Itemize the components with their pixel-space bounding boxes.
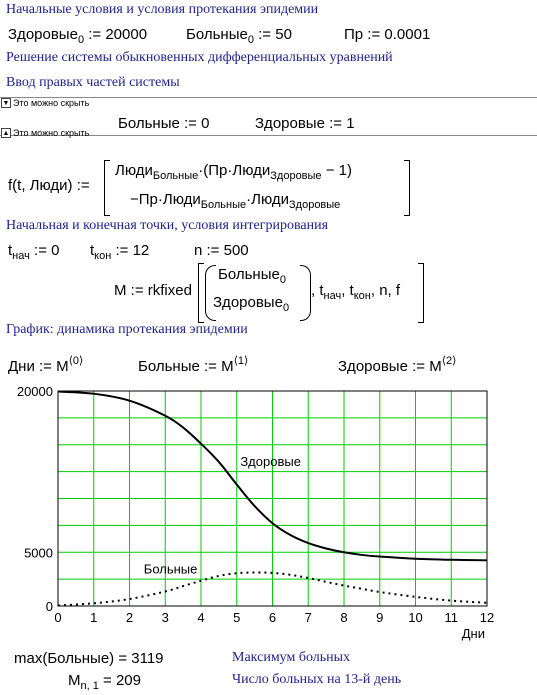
x-tick-8: 8 [340, 610, 348, 625]
y-tick-5000: 5000 [24, 545, 53, 561]
collapse-arrow-icon: ▼ [2, 99, 10, 107]
max-sick-result[interactable]: max(Больные) = 3119 [14, 650, 164, 667]
heading-ode-solution: Решение системы обыкновенных дифференциальных уравнений [6, 50, 393, 65]
m-n1-comment: Число больных на 13-й день [232, 672, 402, 687]
chart-annotations [144, 454, 301, 577]
region-collapse-toggle[interactable]: ▼ Это можно скрыть [2, 98, 90, 108]
x-tick-3: 3 [161, 610, 169, 625]
x-tick-1: 1 [90, 610, 98, 625]
annotation-sick: Больные [143, 561, 198, 577]
x-tick-5: 5 [233, 610, 241, 625]
expand-arrow-icon: ▲ [2, 129, 10, 137]
function-bracket-right [404, 160, 410, 216]
y-tick-0: 0 [45, 599, 53, 614]
x-tick-9: 9 [376, 610, 384, 625]
max-sick-comment: Максимум больных [232, 650, 351, 665]
index-healthy[interactable]: Здоровые := 1 [255, 115, 355, 132]
x-tick-2: 2 [125, 610, 134, 625]
param-healthy[interactable]: Здоровые$_0$ := 20000 [8, 26, 148, 46]
function-bracket-left [104, 160, 110, 216]
region-expand-toggle[interactable]: ▲ Это можно скрыть [2, 128, 90, 138]
heading-rhs-input: Ввод правых частей системы [6, 75, 180, 90]
index-sick[interactable]: Больные := 0 [118, 115, 210, 132]
x-tick-10: 10 [408, 610, 423, 625]
x-tick-7: 7 [304, 610, 312, 625]
param-pr[interactable]: Пр := 0.0001 [344, 26, 431, 43]
rkfixed-bracket-left [198, 263, 204, 323]
annotation-healthy: Здоровые [240, 453, 301, 469]
x-tick-6: 6 [268, 610, 277, 625]
n-def[interactable]: n := 500 [194, 242, 249, 259]
y-tick-labels [17, 384, 53, 614]
x-tick-11: 11 [444, 610, 458, 625]
x-tick-4: 4 [197, 610, 205, 625]
epidemic-chart[interactable] [0, 382, 537, 644]
t-end-def[interactable]: $t_{кон}$ := 12 [90, 242, 150, 262]
m-n1-result[interactable]: $M_{n, 1} = 209$ [68, 672, 141, 692]
function-row-1[interactable]: Люди$_{Больные}$·(Пр·Люди$_{Здоровые}$ − 1) [115, 162, 352, 182]
x-tick-12: 12 [479, 610, 495, 625]
m-rkfixed-lhs[interactable]: M := rkfixed [114, 282, 192, 299]
x-axis-label: Дни [461, 626, 485, 641]
rkfixed-args: , $t_{нач}$, $t_{кон}$, n, f [311, 282, 401, 302]
vector-top: Больные$_0$ [218, 266, 286, 286]
heading-graph: График: динамика протекания эпидемии [6, 322, 248, 337]
param-sick[interactable]: Больные$_0$ := 50 [186, 26, 292, 46]
x-tick-labels [54, 610, 494, 625]
days-column-def[interactable]: Дни := $M^{⟨0⟩}$ [8, 355, 84, 375]
chart-grid [58, 391, 487, 606]
sick-column-def[interactable]: Больные := $M^{⟨1⟩}$ [138, 355, 249, 375]
heading-endpoints: Начальная и конечная точки, условия интегрирования [6, 218, 329, 233]
t-start-def[interactable]: $t_{нач}$ := 0 [8, 242, 60, 262]
vector-bottom: Здоровые$_0$ [213, 294, 290, 314]
y-tick-20000: 20000 [16, 384, 53, 399]
function-lhs[interactable]: f(t, Люди) := [8, 177, 90, 194]
function-row-2[interactable]: −Пр·Люди$_{Больные}$·Люди$_{Здоровые}$ [130, 191, 341, 211]
rkfixed-bracket-right [418, 263, 424, 323]
vector-paren-right [300, 265, 311, 321]
healthy-column-def[interactable]: Здоровые := $M^{⟨2⟩}$ [338, 355, 457, 375]
x-tick-0: 0 [54, 610, 62, 625]
heading-initial-conditions: Начальные условия и условия протекания эпидемии [6, 2, 319, 17]
